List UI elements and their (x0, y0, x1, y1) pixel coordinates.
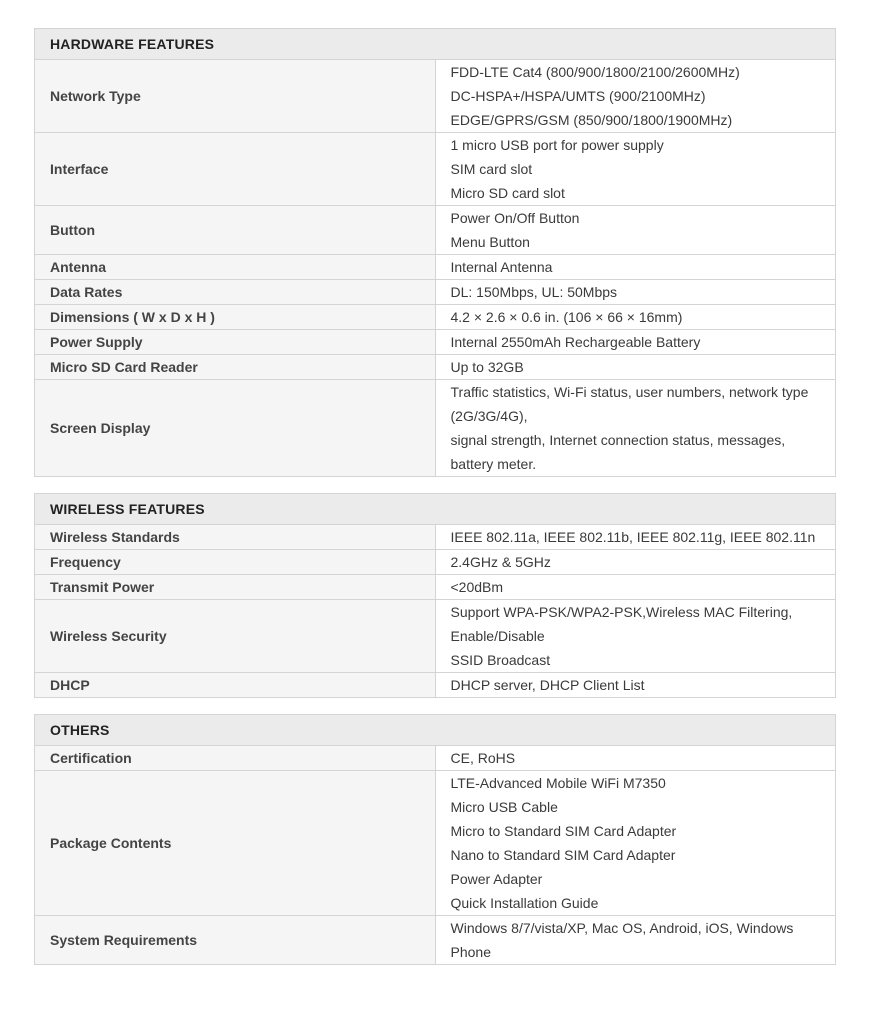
spec-row (35, 550, 836, 575)
spec-value-line: DL: 150Mbps, UL: 50Mbps (450, 284, 618, 300)
spec-value-line: CE, RoHS (450, 750, 516, 766)
spec-value-line: EDGE/GPRS/GSM (850/900/1800/1900MHz) (450, 112, 733, 128)
spec-row (35, 355, 836, 380)
spec-value-line: Micro to Standard SIM Card Adapter (450, 823, 677, 839)
spec-row (35, 600, 836, 673)
spec-value-line: LTE-Advanced Mobile WiFi M7350 (450, 775, 666, 791)
spec-row (35, 305, 836, 330)
spec-value-line: Internal Antenna (450, 259, 553, 275)
spec-label: Network Type (35, 60, 436, 133)
spec-row (35, 771, 836, 916)
spec-value-line: Quick Installation Guide (450, 895, 599, 911)
spec-value-line: signal strength, Internet connection status, messages, battery meter. (450, 432, 786, 472)
spec-value-line: Up to 32GB (450, 359, 524, 375)
spec-row (35, 525, 836, 550)
section-header-row (35, 494, 836, 525)
spec-value-line: Micro USB Cable (450, 799, 558, 815)
spec-value-line: Power Adapter (450, 871, 543, 887)
spec-row (35, 60, 836, 133)
spec-value-line: 2.4GHz & 5GHz (450, 554, 551, 570)
spec-value (435, 255, 836, 280)
spec-value-line: Menu Button (450, 234, 530, 250)
spec-label: Data Rates (35, 280, 436, 305)
spec-value-line: Internal 2550mAh Rechargeable Battery (450, 334, 701, 350)
spec-value-line: 1 micro USB port for power supply (450, 137, 664, 153)
spec-row (35, 206, 836, 255)
spec-value (435, 330, 836, 355)
spec-value (435, 206, 836, 255)
spec-label: DHCP (35, 673, 436, 698)
spec-value-line: Micro SD card slot (450, 185, 565, 201)
spec-value (435, 305, 836, 330)
spec-row (35, 673, 836, 698)
spec-value (435, 550, 836, 575)
spec-row (35, 746, 836, 771)
spec-label: Button (35, 206, 436, 255)
spec-label: Certification (35, 746, 436, 771)
spec-value-line: 4.2 × 2.6 × 0.6 in. (106 × 66 × 16mm) (450, 309, 683, 325)
spec-value (435, 575, 836, 600)
spec-value-line: DC-HSPA+/HSPA/UMTS (900/2100MHz) (450, 88, 706, 104)
spec-value-line: Windows 8/7/vista/XP, Mac OS, Android, iOS, Windows Phone (450, 920, 794, 960)
section-header-row (35, 715, 836, 746)
spec-label: Wireless Security (35, 600, 436, 673)
spec-label: Antenna (35, 255, 436, 280)
spec-row (35, 330, 836, 355)
spec-value-line: SSID Broadcast (450, 652, 551, 668)
spec-label: Wireless Standards (35, 525, 436, 550)
spec-label: Interface (35, 133, 436, 206)
spec-label: Screen Display (35, 380, 436, 477)
spec-value (435, 673, 836, 698)
spec-row (35, 255, 836, 280)
section-header-row (35, 29, 836, 60)
section-title: HARDWARE FEATURES (35, 29, 836, 60)
spec-row (35, 575, 836, 600)
section-title: OTHERS (35, 715, 836, 746)
spec-label: Micro SD Card Reader (35, 355, 436, 380)
spec-label: Power Supply (35, 330, 436, 355)
spec-row (35, 380, 836, 477)
spec-row (35, 916, 836, 965)
spec-value (435, 280, 836, 305)
spec-value-line: SIM card slot (450, 161, 533, 177)
spec-label: Frequency (35, 550, 436, 575)
spec-value-line: <20dBm (450, 579, 504, 595)
spec-value-line: DHCP server, DHCP Client List (450, 677, 645, 693)
spec-label: Transmit Power (35, 575, 436, 600)
spec-value (435, 355, 836, 380)
spec-value-line: Power On/Off Button (450, 210, 580, 226)
wireless-features-table (34, 493, 836, 698)
hardware-features-table (34, 28, 836, 477)
section-title: WIRELESS FEATURES (35, 494, 836, 525)
specifications-container (34, 28, 836, 981)
spec-value-line: FDD-LTE Cat4 (800/900/1800/2100/2600MHz) (450, 64, 740, 80)
spec-value (435, 746, 836, 771)
others-table (34, 714, 836, 965)
spec-value-line: Nano to Standard SIM Card Adapter (450, 847, 676, 863)
spec-row (35, 133, 836, 206)
spec-label: Package Contents (35, 771, 436, 916)
spec-value (435, 916, 836, 965)
spec-label: System Requirements (35, 916, 436, 965)
spec-row (35, 280, 836, 305)
spec-value (435, 600, 836, 673)
spec-value (435, 771, 836, 916)
spec-value (435, 60, 836, 133)
spec-value-line: IEEE 802.11a, IEEE 802.11b, IEEE 802.11g, IEEE 802.11n (450, 529, 816, 545)
spec-value-line: Traffic statistics, Wi-Fi status, user numbers, network type (2G/3G/4G), (450, 384, 809, 424)
spec-value (435, 380, 836, 477)
spec-value-line: Support WPA-PSK/WPA2-PSK,Wireless MAC Filtering, Enable/Disable (450, 604, 793, 644)
spec-value (435, 525, 836, 550)
spec-label: Dimensions ( W x D x H ) (35, 305, 436, 330)
spec-value (435, 133, 836, 206)
